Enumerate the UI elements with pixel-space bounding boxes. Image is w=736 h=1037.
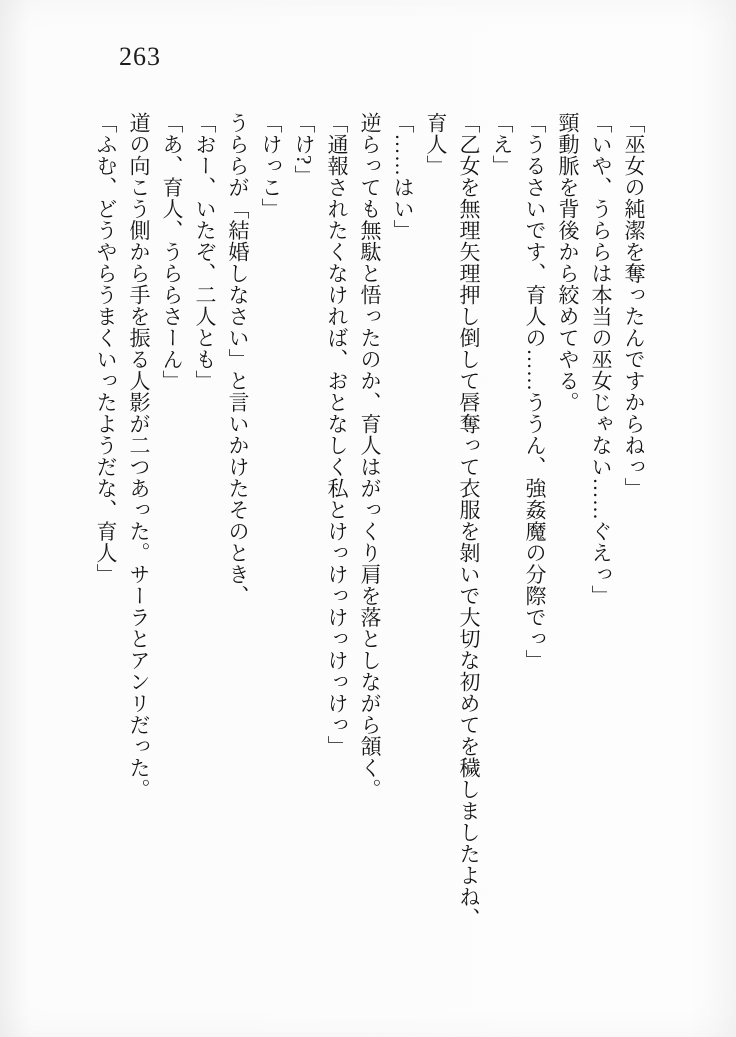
text-column: 「けっこ」 [259,112,283,220]
text-column: 頸動脈を背後から絞めてやる。 [556,112,580,413]
text-column: 育人」 [424,112,448,177]
text-column: 「巫女の純潔を奪ったんですからねっ」 [622,112,646,499]
text-column: 「ふむ、どうやらうまくいったようだな、育人」 [94,112,118,585]
text-column: 逆らっても無駄と悟ったのか、育人はがっくり肩を落としながら頷く。 [358,112,382,800]
text-column: 「け?」 [292,112,316,187]
text-column: 「え」 [490,112,514,177]
text-column: 「……はい」 [391,112,415,241]
text-block [89,112,650,952]
text-column: 「おー、いたぞ、二人とも」 [193,112,217,392]
text-column: 「あ、育人、うららさーん」 [160,112,184,392]
text-column: 「乙女を無理矢理押し倒して唇奪って衣服を剝いで大切な初めてを穢しましたよね、 [457,112,481,929]
text-column: うららが「結婚しなさい」と言いかけたそのとき、 [226,112,250,607]
text-column: 道の向こう側から手を振る人影が二つあった。サーラとアンリだった。 [127,112,151,800]
text-column: 「いや、うららは本当の巫女じゃない……ぐえっ」 [589,112,613,607]
page-number: 263 [119,42,161,71]
text-column: 「うるさいです、育人の……ううん、強姦魔の分際でっ」 [523,112,547,671]
text-column: 「通報されたくなければ、おとなしく私とけっけっけっけっけっ」 [325,112,349,757]
